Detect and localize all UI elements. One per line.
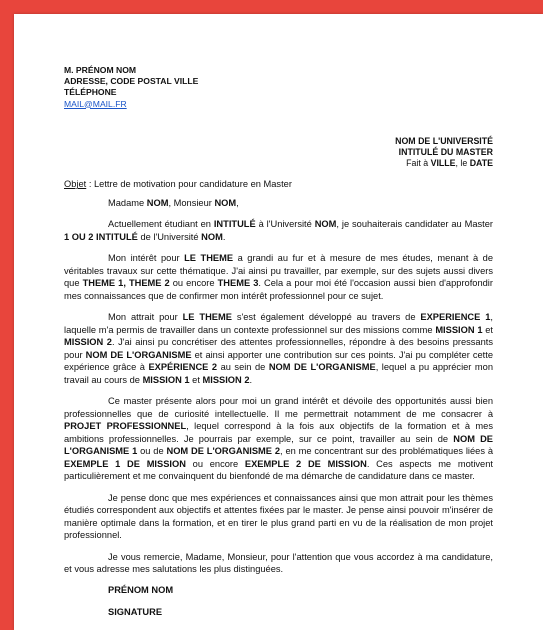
recipient-master: INTITULÉ DU MASTER <box>398 147 493 158</box>
placeholder-field: LE THEME <box>182 312 232 323</box>
paragraph-text: s'est également développé au travers de <box>231 312 421 323</box>
salutation-text: , Monsieur <box>168 197 215 208</box>
salutation-text: , <box>236 197 239 208</box>
placeholder-field: MISSION 1 <box>142 374 190 385</box>
salutation-name: NOM <box>146 197 169 208</box>
letter-body <box>64 65 493 619</box>
paragraph-text: ou encore <box>185 458 245 469</box>
paragraph-text: et <box>189 374 203 385</box>
placeholder-field: MISSION 2 <box>202 374 250 385</box>
paragraph-text: , laquelle m'a permis de travailler dans un contexte professionnel sur des missions comme <box>64 312 493 335</box>
paragraph-text: et <box>482 324 494 335</box>
placeholder-field: EXPÉRIENCE 2 <box>148 362 218 373</box>
sender-address: ADRESSE, CODE POSTAL VILLE <box>64 76 199 87</box>
placeholder-field: NOM DE L'ORGANISME <box>85 349 192 360</box>
sender-block <box>64 65 493 110</box>
place-city: VILLE <box>430 158 456 169</box>
salutation <box>64 197 493 210</box>
subject-text: : Lettre de motivation pour candidature en Master <box>86 179 292 190</box>
paragraph-text: , en me concentrant sur des problématiques liées à <box>280 446 493 457</box>
body-paragraph <box>64 252 493 302</box>
paragraph-text: . <box>249 374 253 385</box>
paragraph-text: Je pense donc que mes expériences et connaissances ainsi que mon attrait pour les thèmes étudiés correspondent aux objectifs et attentes fixées par le master. Je pense ainsi pouvoir m'insérer de manière optimale dans la formation, et en tirer le plus grand parti en vu de la réalisation de mon projet professionnel. <box>64 492 493 541</box>
paragraph-text: , je souhaiterais candidater au Master <box>336 219 493 230</box>
paragraph-text: . Cela a pour moi été l'occasion aussi bien d'approfondir mes connaissances que de confirmer mon intérêt professionnel pour ce sujet. <box>64 278 493 301</box>
paragraph-text: . Ces aspects me motivent particulièrement et me convainquent du bienfondé de ma démarche de candidature dans ce master. <box>64 458 493 482</box>
paragraph-text: , lequel correspond à la fois aux objectifs de la formation et à mes ambitions professionnelles. Je pourrais par exemple, sur ce point, travailler au sein de <box>64 421 493 444</box>
letter-paragraphs <box>64 218 493 576</box>
placeholder-field: NOM DE L'ORGANISME 2 <box>166 446 281 457</box>
placeholder-field: PROJET PROFESSIONNEL <box>64 421 187 432</box>
body-paragraph <box>64 218 493 243</box>
paragraph-text: ou de <box>137 446 167 457</box>
letter-page <box>14 14 543 630</box>
sender-email-link[interactable]: MAIL@MAIL.FR <box>64 98 127 109</box>
paragraph-text: Mon attrait pour <box>108 312 183 323</box>
placeholder-field: 1 OU 2 INTITULÉ <box>64 231 138 242</box>
salutation-name: NOM <box>214 197 237 208</box>
recipient-university: NOM DE L'UNIVERSITÉ <box>395 135 493 146</box>
placeholder-field: THEME 1, THEME 2 <box>82 278 170 289</box>
placeholder-field: NOM DE L'ORGANISME 1 <box>64 433 493 457</box>
paragraph-text: ou encore <box>169 278 218 289</box>
placeholder-field: MISSION 2 <box>64 337 112 348</box>
paragraph-text: au sein de <box>217 362 269 373</box>
body-paragraph <box>64 311 493 386</box>
body-paragraph <box>64 492 493 542</box>
salutation-text: Madame <box>108 197 147 208</box>
date-prefix: Fait à <box>406 158 431 169</box>
subject-line <box>64 178 493 191</box>
paragraph-text: . <box>222 231 226 242</box>
paragraph-text: Mon intérêt pour <box>108 253 185 264</box>
body-paragraph <box>64 395 493 483</box>
placeholder-field: NOM <box>201 231 223 242</box>
placeholder-field: THEME 3 <box>217 278 259 289</box>
paragraph-text: Je vous remercie, Madame, Monsieur, pour l'attention que vous accordez à ma candidature, et vous adresse mes salutations les plus distinguées. <box>64 551 493 575</box>
subject-label: Objet <box>64 179 87 190</box>
signature-name: PRÉNOM NOM <box>108 584 174 595</box>
body-paragraph <box>64 551 493 576</box>
placeholder-field: EXPERIENCE 1 <box>420 312 491 323</box>
placeholder-field: LE THEME <box>184 253 234 264</box>
placeholder-field: NOM DE L'ORGANISME <box>268 362 376 373</box>
placeholder-field: EXEMPLE 1 DE MISSION <box>64 458 186 469</box>
placeholder-field: EXEMPLE 2 DE MISSION <box>244 458 367 469</box>
paragraph-text: . J'ai ainsi pu concrétiser des attentes professionnelles, répondre à des besoins pressants pour <box>64 337 494 360</box>
letter-date: DATE <box>469 158 493 169</box>
placeholder-field: MISSION 1 <box>435 324 483 335</box>
paragraph-text: Ce master présente alors pour moi un grand intérêt et dévoile des opportunités aussi bien professionnelles que de curiosité intellectuelle. Il me permettrait notamment de me consacrer à <box>64 396 493 419</box>
sender-name: M. PRÉNOM NOM <box>64 65 137 75</box>
placeholder-field: INTITULÉ <box>213 219 256 230</box>
paragraph-text: à l'Université <box>255 219 315 230</box>
paragraph-text: , lequel a pu apprécier mon travail au cours de <box>64 362 493 385</box>
paragraph-text: de l'Université <box>137 231 202 242</box>
paragraph-text: et ainsi apporter une contribution sur ces points. J'ai pu compléter cette expérience grâce à <box>64 349 493 373</box>
sender-phone: TÉLÉPHONE <box>64 87 117 98</box>
signature-label: SIGNATURE <box>108 607 163 618</box>
paragraph-text: Actuellement étudiant en <box>108 219 214 230</box>
recipient-block <box>64 136 493 170</box>
place-date-line <box>64 158 493 169</box>
date-separator: , le <box>455 158 470 169</box>
placeholder-field: NOM <box>314 219 337 230</box>
paragraph-text: a grandi au fur et à mesure de mes études, menant à de véritables travaux sur cette thématique. J'ai ainsi pu travailler, par exemple, sur des sujets aussi divers que <box>64 253 493 289</box>
